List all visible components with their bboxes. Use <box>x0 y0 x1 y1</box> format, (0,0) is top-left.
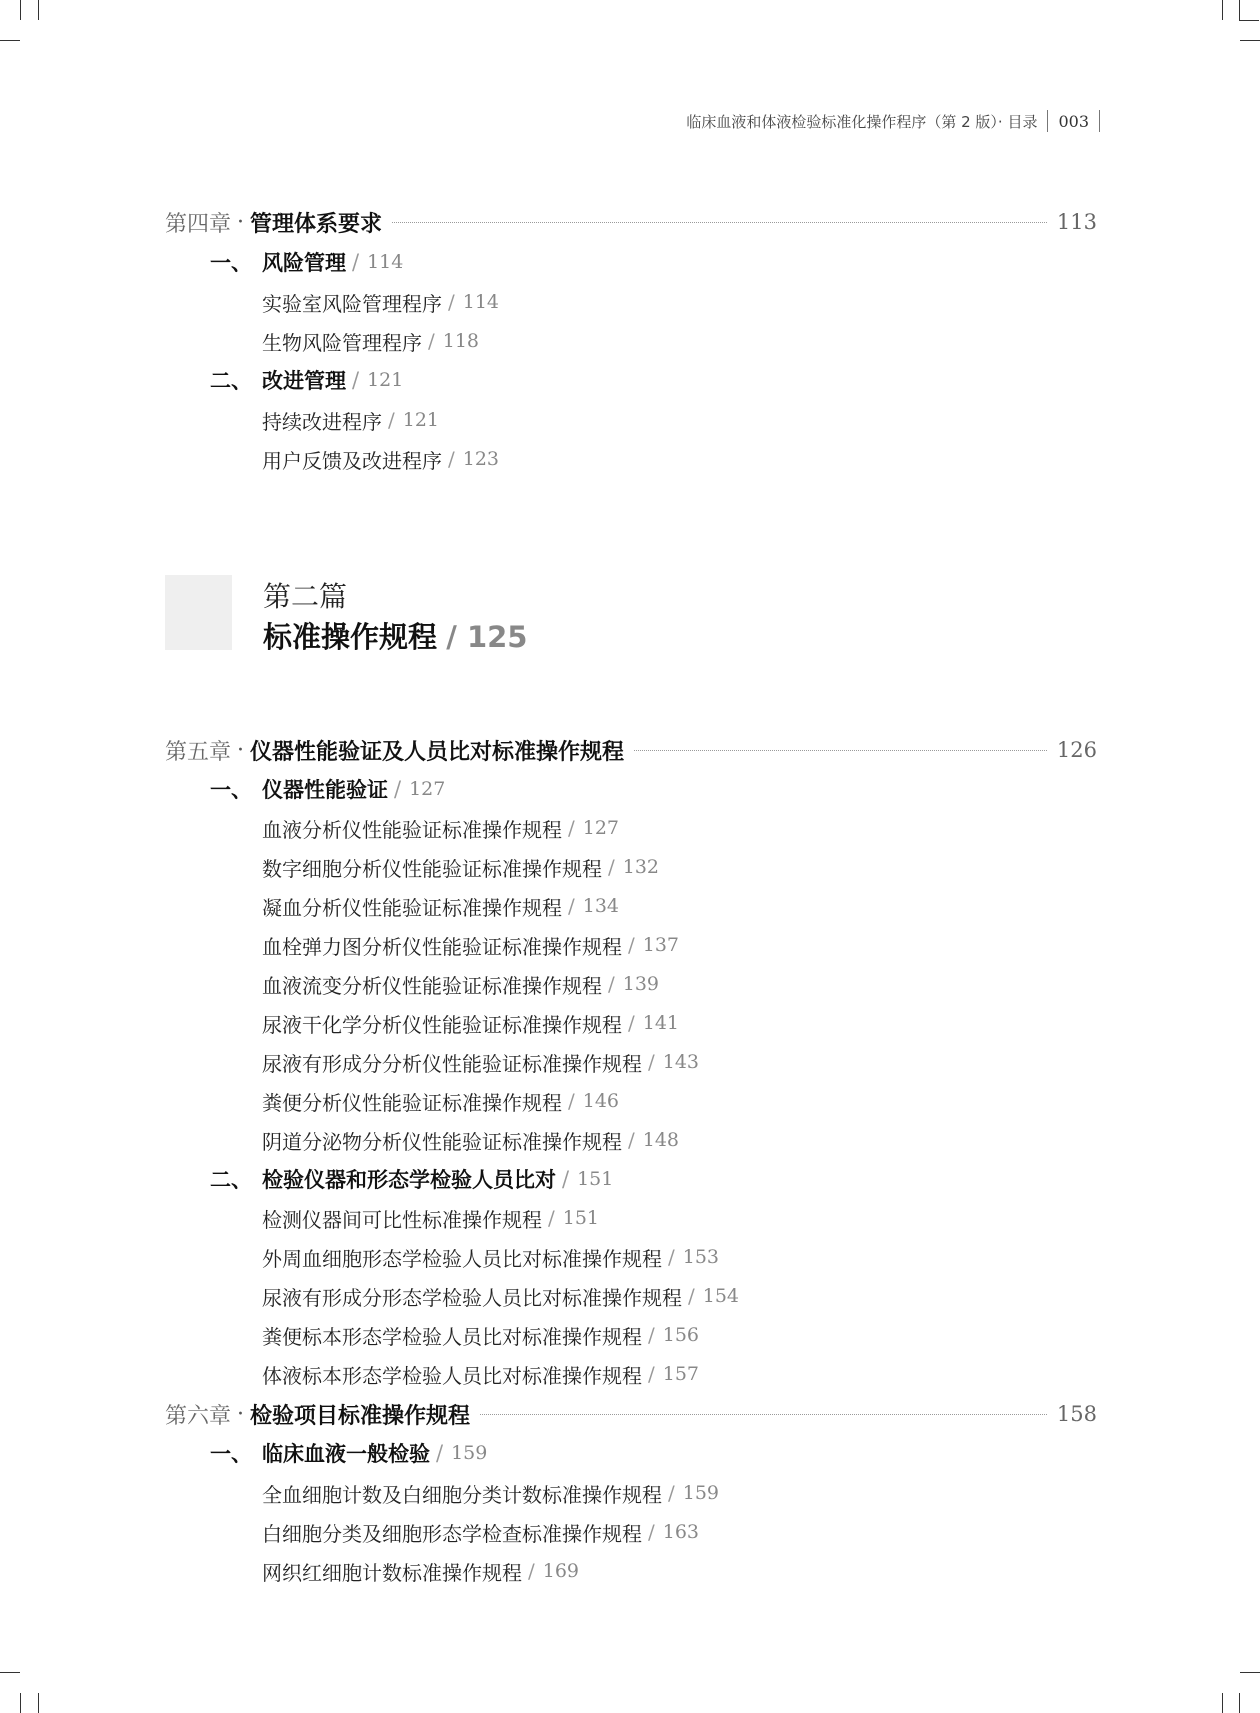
section-number: 二、 <box>210 369 252 393</box>
item-title: 尿液有形成分形态学检验人员比对标准操作规程 <box>262 1285 682 1310</box>
chapter-page: 113 <box>1056 210 1097 234</box>
chapter-label: 第四章 <box>165 211 232 237</box>
item-page: 121 <box>402 409 440 431</box>
toc-item[interactable] <box>262 1514 1097 1550</box>
header-divider <box>1099 110 1100 132</box>
page-separator: / <box>648 1050 655 1074</box>
crop-mark <box>1239 0 1240 20</box>
dot-leader <box>634 750 1047 751</box>
item-title: 阴道分泌物分析仪性能验证标准操作规程 <box>262 1129 622 1154</box>
page-separator: / <box>568 894 575 918</box>
crop-mark <box>1222 1693 1223 1713</box>
item-page: 139 <box>622 973 660 995</box>
crop-mark <box>20 1693 21 1713</box>
crop-mark <box>0 40 20 41</box>
page-separator: / <box>568 816 575 840</box>
item-title: 持续改进程序 <box>262 409 382 434</box>
page-separator: / <box>628 1128 635 1152</box>
toc-section[interactable] <box>210 1161 1097 1197</box>
toc-item[interactable] <box>262 966 1097 1002</box>
item-page: 154 <box>702 1285 740 1307</box>
page-separator: / <box>436 1441 444 1465</box>
chapter-label: 第六章 <box>165 1403 232 1429</box>
item-page: 143 <box>662 1051 700 1073</box>
page-separator: / <box>388 408 395 432</box>
item-title: 实验室风险管理程序 <box>262 291 442 316</box>
toc-item[interactable] <box>262 323 1097 359</box>
page-separator: / <box>628 933 635 957</box>
section-number: 一、 <box>210 778 252 802</box>
item-page: 146 <box>582 1090 620 1112</box>
page-separator: / <box>528 1559 535 1583</box>
page-separator: / <box>448 290 455 314</box>
item-page: 134 <box>582 895 620 917</box>
chapter-page: 126 <box>1056 738 1097 762</box>
crop-mark <box>1240 40 1260 41</box>
item-page: 151 <box>562 1207 600 1229</box>
page-separator: / <box>448 447 455 471</box>
item-page: 118 <box>442 330 480 352</box>
toc-part-2[interactable] <box>263 615 527 656</box>
section-page: 159 <box>451 1442 488 1464</box>
item-page: 132 <box>622 856 660 878</box>
dot-leader <box>392 222 1047 223</box>
item-title: 生物风险管理程序 <box>262 330 422 355</box>
crop-mark <box>38 0 39 20</box>
item-page: 163 <box>662 1521 700 1543</box>
item-page: 137 <box>642 934 680 956</box>
page-separator: / <box>628 1011 635 1035</box>
page-separator: / <box>548 1206 555 1230</box>
toc-chapter-5[interactable] <box>165 730 1097 770</box>
section-page: 151 <box>577 1168 614 1190</box>
crop-mark <box>20 0 21 20</box>
page-separator: / <box>352 368 360 392</box>
chapter-title: 仪器性能验证及人员比对标准操作规程 <box>250 739 625 765</box>
page-separator: / <box>648 1520 655 1544</box>
section-title: 检验仪器和形态学检验人员比对 <box>262 1168 556 1192</box>
section-page: 127 <box>409 778 446 800</box>
toc-section[interactable] <box>210 771 1097 807</box>
part-page: 125 <box>466 620 528 654</box>
item-page: 169 <box>542 1560 580 1582</box>
chapter-title: 管理体系要求 <box>250 211 383 237</box>
page-separator: / <box>428 329 435 353</box>
toc-chapter-6[interactable] <box>165 1394 1097 1434</box>
toc-chapter-4[interactable] <box>165 202 1097 242</box>
item-page: 159 <box>682 1482 720 1504</box>
item-title: 网织红细胞计数标准操作规程 <box>262 1560 522 1585</box>
item-title: 凝血分析仪性能验证标准操作规程 <box>262 895 562 920</box>
item-page: 157 <box>662 1363 700 1385</box>
section-number: 二、 <box>210 1168 252 1192</box>
item-title: 全血细胞计数及白细胞分类计数标准操作规程 <box>262 1482 662 1507</box>
toc-section[interactable] <box>210 1435 1097 1471</box>
item-page: 127 <box>582 817 620 839</box>
chapter-page: 158 <box>1056 1402 1097 1426</box>
chapter-dot: · <box>237 209 245 235</box>
crop-mark <box>1240 1672 1260 1673</box>
page-separator: / <box>352 250 360 274</box>
page-separator: / <box>688 1284 695 1308</box>
item-page: 123 <box>462 448 500 470</box>
section-title: 风险管理 <box>262 251 346 275</box>
dot-leader <box>480 1414 1047 1415</box>
toc-item[interactable] <box>262 927 1097 963</box>
item-title: 外周血细胞形态学检验人员比对标准操作规程 <box>262 1246 662 1271</box>
page-separator: / <box>648 1362 655 1386</box>
chapter-dot: · <box>237 737 245 763</box>
toc-item[interactable] <box>262 1005 1097 1041</box>
chapter-title: 检验项目标准操作规程 <box>250 1403 471 1429</box>
section-page: 114 <box>367 251 404 273</box>
header-divider <box>1047 110 1048 132</box>
item-title: 尿液有形成分分析仪性能验证标准操作规程 <box>262 1051 642 1076</box>
chapter-dot: · <box>237 1401 245 1427</box>
part-marker-block <box>165 575 232 650</box>
page-separator: / <box>568 1089 575 1113</box>
section-number: 一、 <box>210 1442 252 1466</box>
item-title: 血栓弹力图分析仪性能验证标准操作规程 <box>262 934 622 959</box>
toc-section[interactable] <box>210 362 1097 398</box>
toc-section[interactable] <box>210 244 1097 280</box>
toc-item[interactable] <box>262 441 1097 477</box>
crop-mark <box>1239 20 1259 21</box>
item-title: 检测仪器间可比性标准操作规程 <box>262 1207 542 1232</box>
page-separator: / <box>668 1245 675 1269</box>
item-title: 体液标本形态学检验人员比对标准操作规程 <box>262 1363 642 1388</box>
item-title: 尿液干化学分析仪性能验证标准操作规程 <box>262 1012 622 1037</box>
item-title: 数字细胞分析仪性能验证标准操作规程 <box>262 856 602 881</box>
crop-mark <box>0 1672 20 1673</box>
crop-mark <box>38 1693 39 1713</box>
crop-mark <box>1239 1693 1240 1713</box>
section-number: 一、 <box>210 251 252 275</box>
section-title: 仪器性能验证 <box>262 778 388 802</box>
item-page: 141 <box>642 1012 680 1034</box>
page-separator: / <box>446 620 467 654</box>
item-title: 血液分析仪性能验证标准操作规程 <box>262 817 562 842</box>
toc-item[interactable] <box>262 1356 1097 1392</box>
toc-item[interactable] <box>262 1083 1097 1119</box>
toc-item[interactable] <box>262 1553 1097 1589</box>
header-title: 临床血液和体液检验标准化操作程序（第 2 版）· 目录 <box>686 112 1038 131</box>
toc-item[interactable] <box>262 1317 1097 1353</box>
section-title: 改进管理 <box>262 369 346 393</box>
toc-item[interactable] <box>262 849 1097 885</box>
item-title: 血液流变分析仪性能验证标准操作规程 <box>262 973 602 998</box>
item-page: 148 <box>642 1129 680 1151</box>
toc-item[interactable] <box>262 284 1097 320</box>
chapter-label: 第五章 <box>165 739 232 765</box>
crop-mark <box>1222 0 1223 20</box>
toc-item[interactable] <box>262 810 1097 846</box>
part-title: 标准操作规程 <box>263 620 438 654</box>
part-label: 第二篇 <box>263 580 348 613</box>
page-separator: / <box>562 1167 570 1191</box>
toc-item[interactable] <box>262 1200 1097 1236</box>
toc-item[interactable] <box>262 1044 1097 1080</box>
item-title: 粪便标本形态学检验人员比对标准操作规程 <box>262 1324 642 1349</box>
toc-item[interactable] <box>262 888 1097 924</box>
item-title: 用户反馈及改进程序 <box>262 448 442 473</box>
toc-item[interactable] <box>262 1475 1097 1511</box>
toc-item[interactable] <box>262 1239 1097 1275</box>
item-title: 粪便分析仪性能验证标准操作规程 <box>262 1090 562 1115</box>
page-separator: / <box>394 777 402 801</box>
item-page: 153 <box>682 1246 720 1268</box>
running-header <box>686 110 1100 132</box>
toc-item[interactable] <box>262 402 1097 438</box>
item-page: 156 <box>662 1324 700 1346</box>
header-page-number: 003 <box>1058 111 1089 131</box>
section-title: 临床血液一般检验 <box>262 1442 430 1466</box>
page-separator: / <box>668 1481 675 1505</box>
section-page: 121 <box>367 369 404 391</box>
page-separator: / <box>608 972 615 996</box>
item-page: 114 <box>462 291 500 313</box>
toc-item[interactable] <box>262 1122 1097 1158</box>
page-separator: / <box>648 1323 655 1347</box>
page-separator: / <box>608 855 615 879</box>
item-title: 白细胞分类及细胞形态学检查标准操作规程 <box>262 1521 642 1546</box>
toc-item[interactable] <box>262 1278 1097 1314</box>
